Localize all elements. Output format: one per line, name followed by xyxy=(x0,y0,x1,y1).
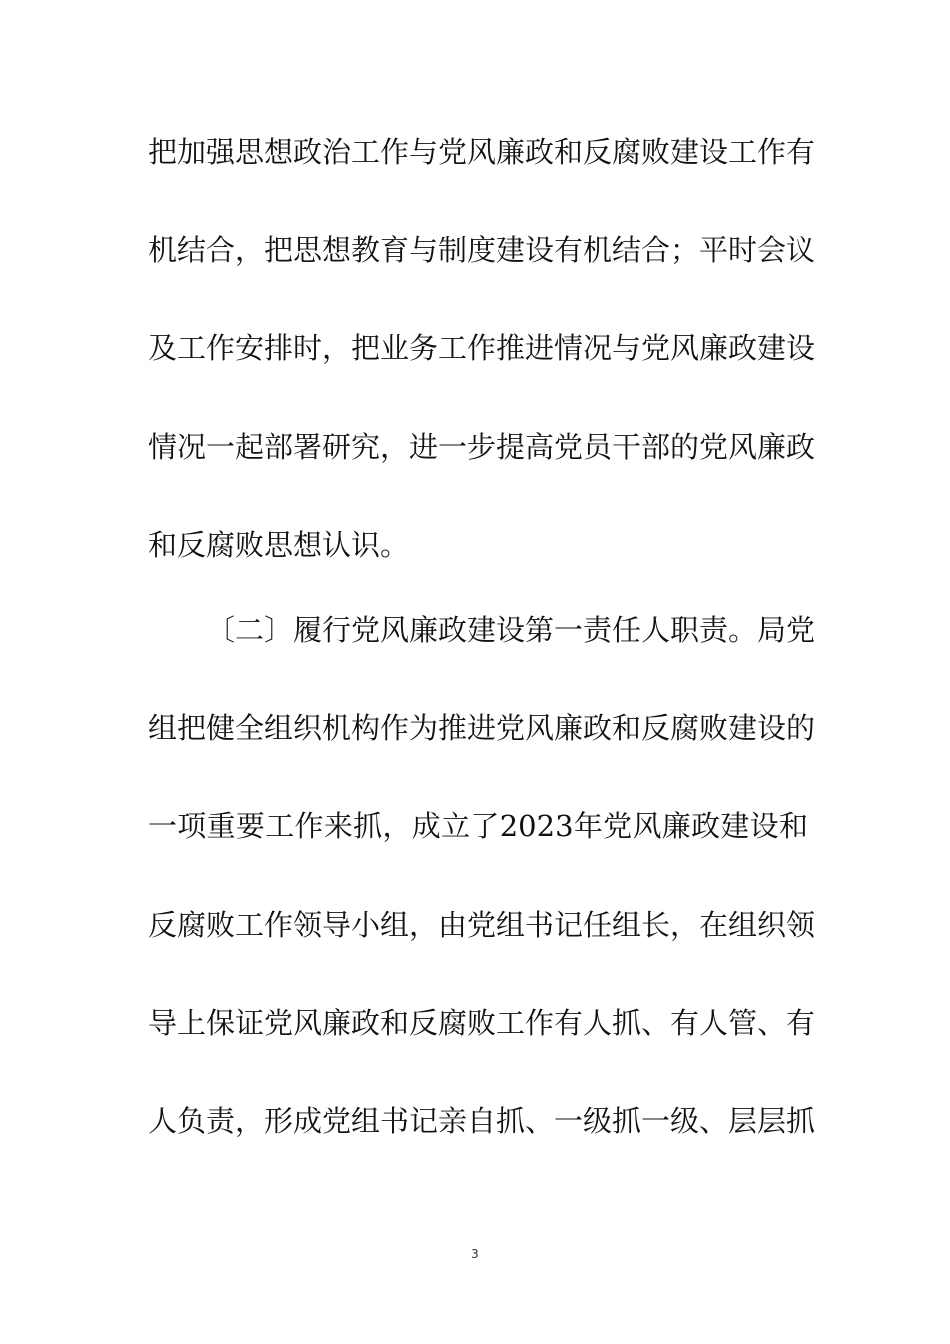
paragraph-line: 组把健全组织机构作为推进党风廉政和反腐败建设的 xyxy=(148,711,816,745)
page-number: 3 xyxy=(471,1247,479,1261)
section-heading-line: 〔二〕履行党风廉政建设第一责任人职责。局党 xyxy=(206,613,816,647)
paragraph-line: 一项重要工作来抓，成立了2023年党风廉政建设和 xyxy=(148,809,808,843)
paragraph-line: 人负责，形成党组书记亲自抓、一级抓一级、层层抓 xyxy=(148,1104,816,1138)
paragraph-line: 反腐败工作领导小组，由党组书记任组长，在组织领 xyxy=(148,908,816,942)
paragraph-line: 和反腐败思想认识。 xyxy=(148,528,410,562)
paragraph-line: 机结合，把思想教育与制度建设有机结合；平时会议 xyxy=(148,233,816,267)
paragraph-line: 情况一起部署研究，进一步提高党员干部的党风廉政 xyxy=(148,430,816,464)
paragraph-line: 导上保证党风廉政和反腐败工作有人抓、有人管、有 xyxy=(148,1006,816,1040)
paragraph-line: 及工作安排时，把业务工作推进情况与党风廉政建设 xyxy=(148,331,816,365)
paragraph-line: 把加强思想政治工作与党风廉政和反腐败建设工作有 xyxy=(148,135,816,169)
